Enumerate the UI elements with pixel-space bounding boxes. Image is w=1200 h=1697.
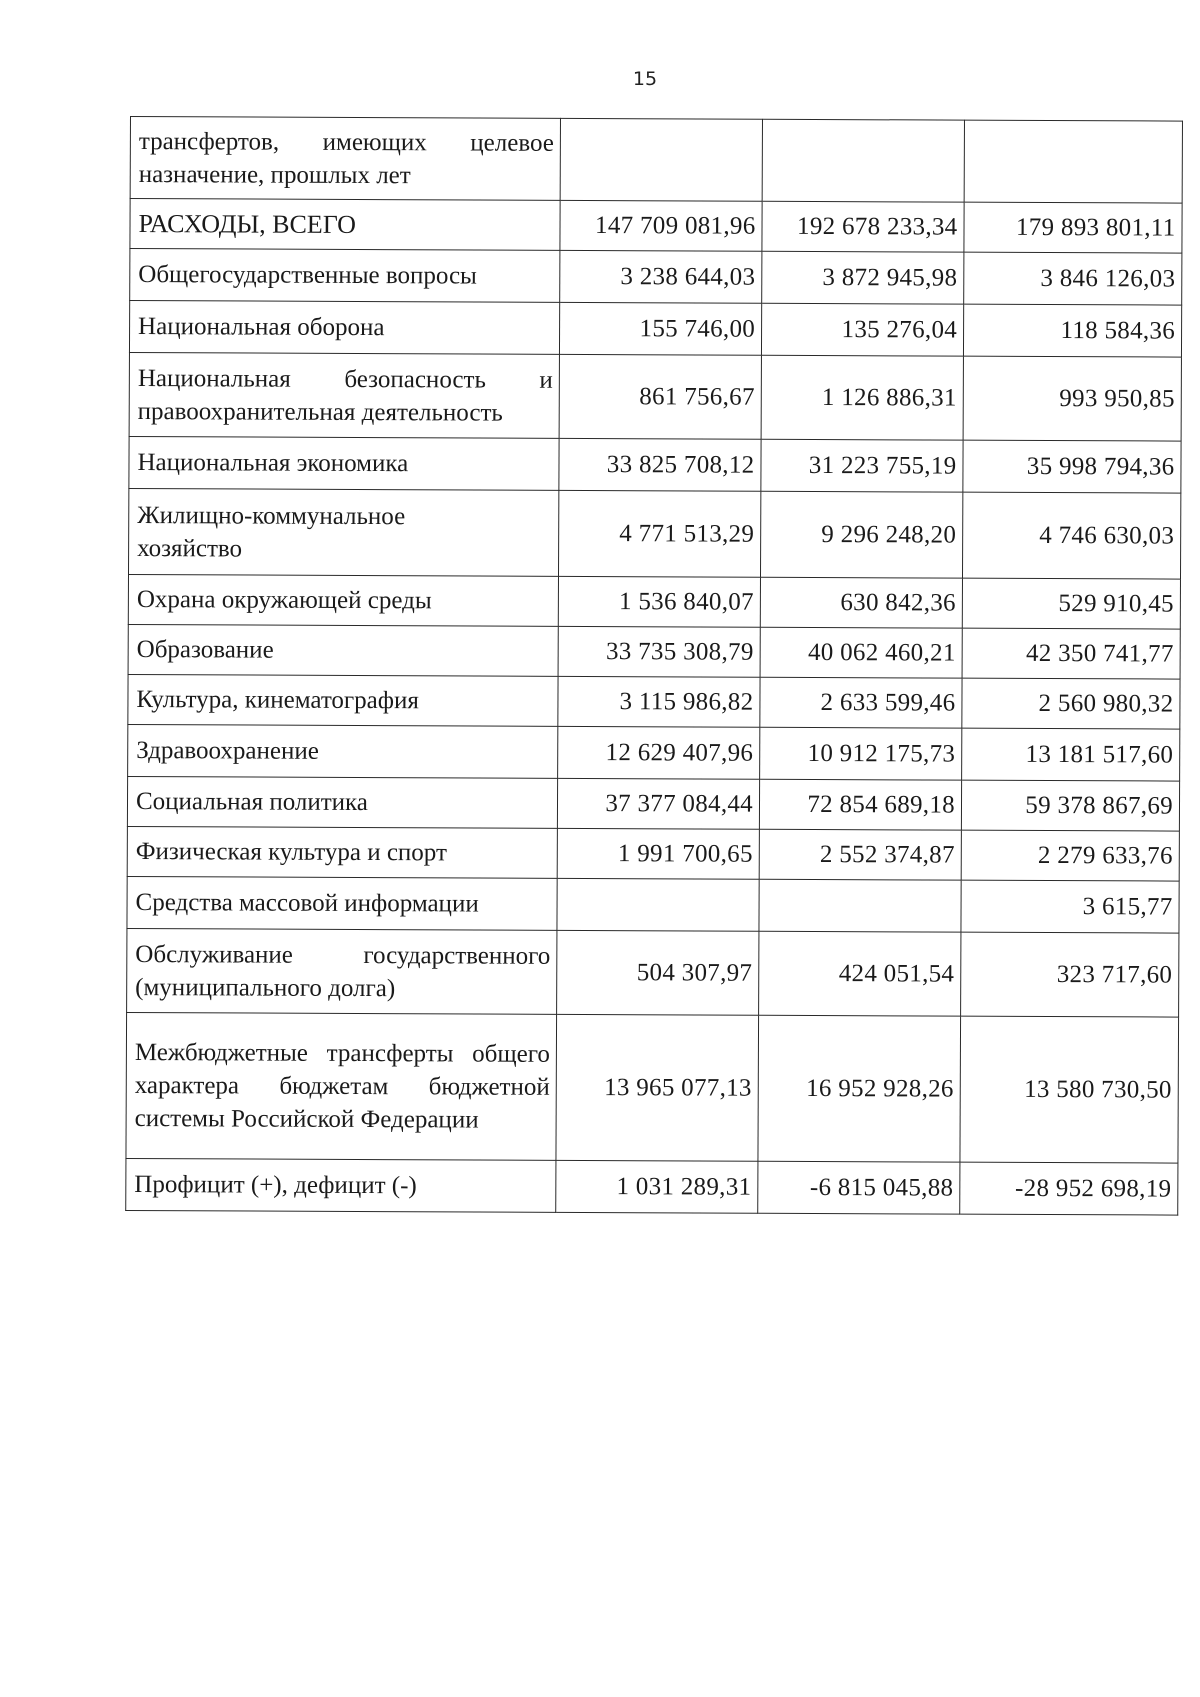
value-cell: 3 238 644,03: [560, 250, 762, 303]
row-label: трансфертов, имеющих целевое назначение, прошлых лет: [130, 117, 560, 201]
value-cell: 72 854 689,18: [759, 779, 961, 830]
value-cell: 2 633 599,46: [760, 677, 962, 728]
value-cell: 2 279 633,76: [961, 830, 1179, 881]
value-cell: 12 629 407,96: [558, 726, 760, 779]
value-cell: 37 377 084,44: [557, 778, 759, 829]
row-label: Национальная безопасность и правоохранительная деятельность: [129, 352, 559, 438]
value-cell: 40 062 460,21: [760, 627, 962, 678]
row-label: Физическая культура и спорт: [127, 826, 557, 878]
table-row-total-expenditures: [130, 199, 1182, 254]
value-cell: 13 580 730,50: [960, 1016, 1179, 1163]
row-label: Социальная политика: [127, 776, 557, 828]
value-cell: 155 746,00: [559, 302, 761, 355]
value-cell: 424 051,54: [759, 931, 961, 1016]
value-cell: 504 307,97: [557, 930, 759, 1015]
value-cell: 10 912 175,73: [760, 727, 962, 780]
value-cell: 630 842,36: [760, 577, 962, 628]
value-cell: 4 746 630,03: [962, 492, 1180, 579]
table-row-surplus-deficit: [126, 1158, 1178, 1215]
value-cell: 1 031 289,31: [556, 1160, 758, 1213]
value-cell: 3 872 945,98: [762, 251, 964, 304]
table-row-transfers-prior-years: [130, 117, 1182, 204]
table-row-interbudget-transfers: [126, 1012, 1179, 1163]
value-cell: 59 378 867,69: [961, 780, 1179, 831]
table-row-mass-media: [127, 876, 1179, 933]
value-cell: 42 350 741,77: [962, 628, 1180, 679]
value-cell: 13 965 077,13: [556, 1014, 759, 1161]
value-cell: 33 735 308,79: [558, 626, 760, 677]
value-cell: 3 115 986,82: [558, 676, 760, 727]
value-cell: 3 615,77: [961, 880, 1179, 933]
table-row-national-defense: [129, 301, 1181, 358]
value-cell: 1 126 886,31: [761, 355, 963, 440]
table-row-healthcare: [128, 724, 1180, 781]
table-row-national-economy: [129, 436, 1181, 493]
value-cell: 135 276,04: [761, 303, 963, 356]
value-cell: 2 560 980,32: [962, 678, 1180, 729]
value-cell: [759, 879, 961, 932]
value-cell: 2 552 374,87: [759, 829, 961, 880]
row-label: Национальная оборона: [129, 301, 559, 355]
table-row-culture: [128, 674, 1180, 729]
value-cell: 192 678 233,34: [762, 201, 964, 252]
value-cell: 13 181 517,60: [962, 728, 1180, 781]
row-label: Культура, кинематография: [128, 674, 558, 726]
value-cell: -28 952 698,19: [960, 1162, 1178, 1215]
value-cell: 16 952 928,26: [758, 1015, 961, 1162]
value-cell: 1 536 840,07: [558, 576, 760, 627]
value-cell: [557, 878, 759, 931]
table-row-environment: [128, 574, 1180, 629]
value-cell: 35 998 794,36: [963, 440, 1181, 493]
row-label: Межбюджетные трансферты общего характера бюджетам бюджетной системы Российской Федерации: [126, 1012, 557, 1160]
table-row-social-policy: [127, 776, 1179, 831]
value-cell: -6 815 045,88: [758, 1161, 960, 1214]
value-cell: 4 771 513,29: [558, 490, 760, 577]
row-label: Средства массовой информации: [127, 876, 557, 930]
row-label: Жилищно-коммунальное хозяйство: [128, 488, 558, 576]
value-cell: 861 756,67: [559, 354, 761, 439]
table-row-national-security: [129, 352, 1181, 441]
table-row-housing-utilities: [128, 488, 1180, 579]
value-cell: 179 893 801,11: [964, 202, 1182, 253]
table-row-general-government: [130, 249, 1182, 306]
value-cell: [964, 120, 1182, 203]
row-label: Образование: [128, 624, 558, 676]
value-cell: 3 846 126,03: [964, 252, 1182, 305]
row-label: Профицит (+), дефицит (-): [126, 1158, 556, 1212]
value-cell: 1 991 700,65: [557, 828, 759, 879]
row-label: Охрана окружающей среды: [128, 574, 558, 626]
budget-expenditures-table: [125, 116, 1183, 1216]
value-cell: 529 910,45: [962, 578, 1180, 629]
page-number: 15: [632, 68, 658, 90]
row-label: Общегосударственные вопросы: [130, 249, 560, 303]
value-cell: [560, 118, 762, 201]
value-cell: 33 825 708,12: [559, 438, 761, 491]
table-row-sport: [127, 826, 1179, 881]
row-label: Национальная экономика: [129, 436, 559, 490]
row-label: Обслуживание государственного (муниципального долга): [127, 928, 557, 1014]
table-row-education: [128, 624, 1180, 679]
table-row-debt-service: [127, 928, 1179, 1017]
value-cell: 993 950,85: [963, 356, 1181, 441]
value-cell: [762, 119, 964, 202]
value-cell: 147 709 081,96: [560, 200, 762, 251]
value-cell: 9 296 248,20: [760, 491, 962, 578]
value-cell: 118 584,36: [963, 304, 1181, 357]
row-label: РАСХОДЫ, ВСЕГО: [130, 199, 560, 251]
value-cell: 31 223 755,19: [761, 439, 963, 492]
row-label: Здравоохранение: [128, 724, 558, 778]
value-cell: 323 717,60: [961, 932, 1179, 1017]
